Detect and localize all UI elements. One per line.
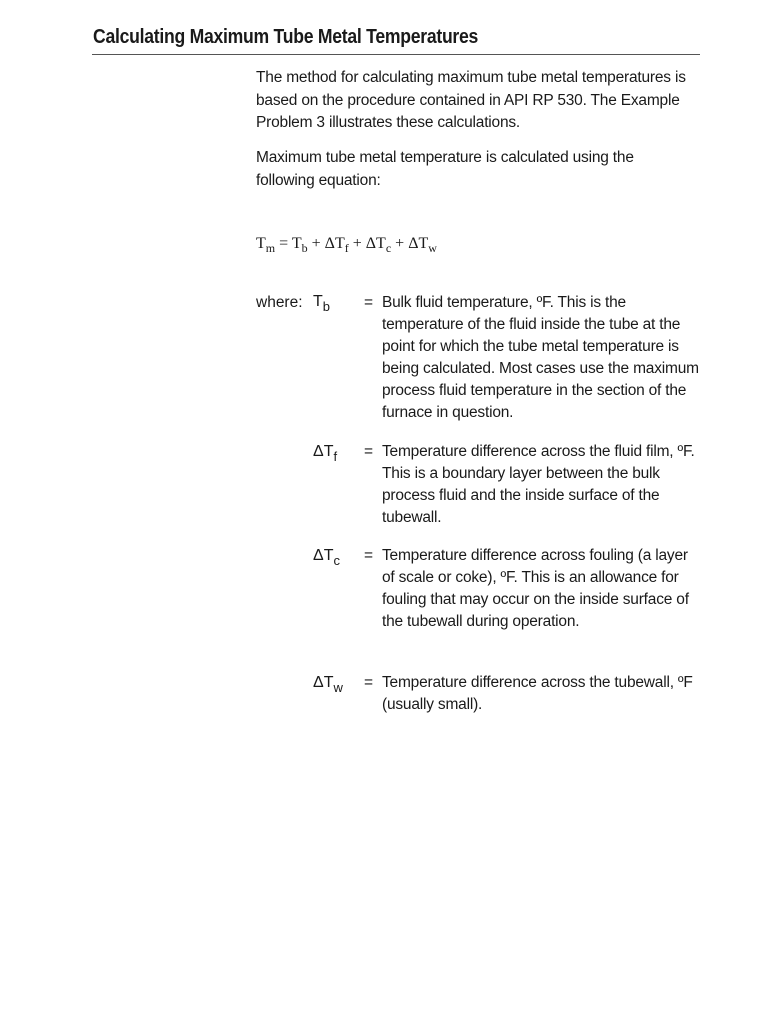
equation-term-dtw: ΔT xyxy=(408,235,429,252)
equation-intro-paragraph: Maximum tube metal temperature is calculated using the following equation: xyxy=(256,149,634,189)
definition-text-dtf: Temperature difference across the fluid film, ºF. This is a boundary layer between the bulk process fluid and the inside surface of the tubewall. xyxy=(382,443,695,526)
definition-symbol-base: ΔT xyxy=(313,443,334,460)
definition-symbol-dtf xyxy=(313,441,337,468)
equation-term-dtc: ΔT xyxy=(365,235,386,252)
definition-symbol-base: T xyxy=(313,293,323,310)
definition-text-tb: Bulk fluid temperature, ºF. This is the temperature of the fluid inside the tube at the point for which the tube metal temperature is being calculated. Most cases use the maximum process fluid temperature in the section of the furnace in question. xyxy=(382,294,699,421)
equation-lhs: T xyxy=(256,235,266,252)
equation xyxy=(256,235,437,256)
equation-plus: + xyxy=(307,235,325,252)
definition-symbol-subscript: c xyxy=(333,553,340,568)
definition-symbol-subscript: w xyxy=(333,680,343,695)
definition-text-dtc: Temperature difference across fouling (a layer of scale or coke), ºF. This is an allowance for fouling that may occur on the inside surface of the tubewall during operation. xyxy=(382,547,689,630)
definition-equals: = xyxy=(364,547,374,564)
equation-term-dtw-subscript: w xyxy=(428,241,437,255)
equation-term-dtc-subscript: c xyxy=(385,241,392,255)
definition-equals: = xyxy=(364,443,374,460)
equation-term-dtf: ΔT xyxy=(324,235,345,252)
definition-symbol-dtc xyxy=(313,545,340,572)
equation-plus: + xyxy=(348,235,366,252)
definition-symbol-base: ΔT xyxy=(313,547,334,564)
definition-symbol-tb xyxy=(313,291,330,318)
definition-equals: = xyxy=(364,294,374,311)
equation-term-dtf-subscript: f xyxy=(344,241,349,255)
intro-paragraph: The method for calculating maximum tube metal temperatures is based on the procedure contained in API RP 530. The Example Problem 3 illustrates these calculations. xyxy=(256,69,686,131)
where-label: where: xyxy=(256,294,303,311)
equation-equals: = xyxy=(275,235,292,252)
title-rule xyxy=(92,54,700,55)
equation-term-tb-subscript: b xyxy=(301,241,308,255)
definition-symbol-subscript: b xyxy=(322,299,331,314)
equation-plus: + xyxy=(391,235,409,252)
equation-term-tb: T xyxy=(291,235,302,252)
equation-lhs-subscript: m xyxy=(265,241,276,255)
definition-symbol-subscript: f xyxy=(333,449,338,464)
definition-symbol-dtw xyxy=(313,672,343,699)
page-title: Calculating Maximum Tube Metal Temperatures xyxy=(93,26,479,48)
definition-symbol-base: ΔT xyxy=(313,674,334,691)
definition-equals: = xyxy=(364,674,374,691)
definition-text-dtw: Temperature difference across the tubewall, ºF (usually small). xyxy=(382,674,693,713)
